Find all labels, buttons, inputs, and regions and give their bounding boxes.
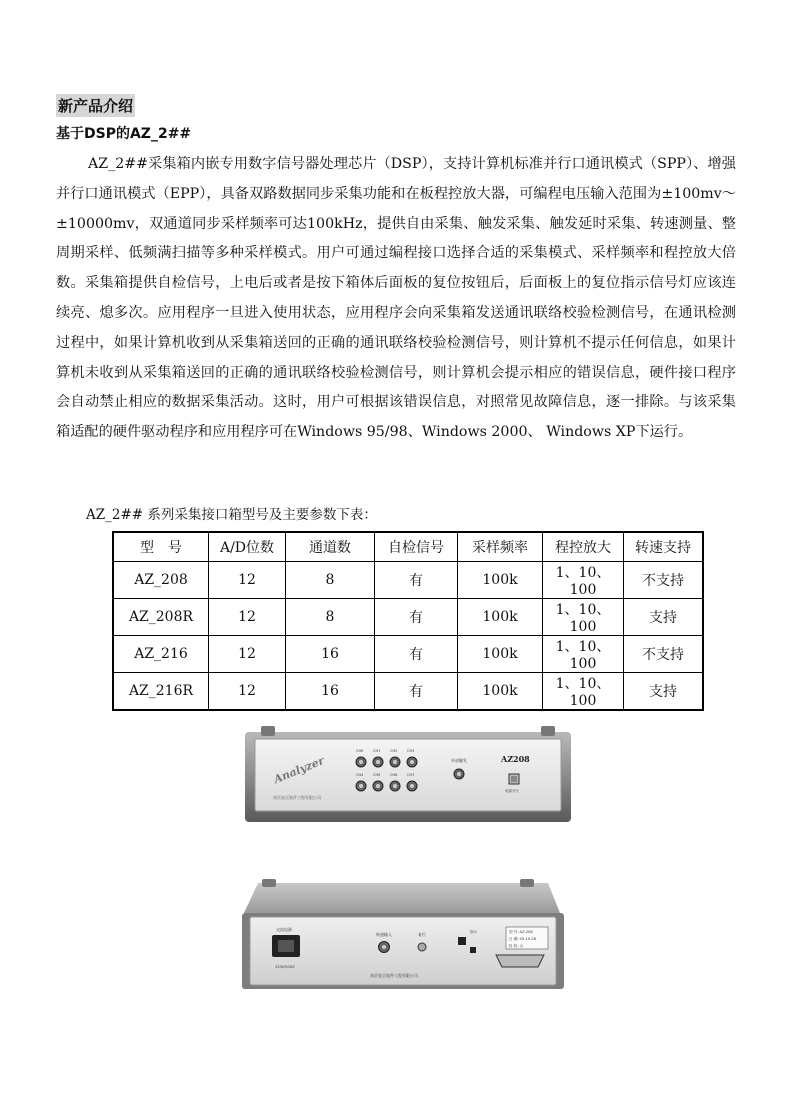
reset-label: 复位 <box>418 932 426 937</box>
front-company-label: 南京安正软件工程有限公司 <box>273 795 321 800</box>
cell-channels: 16 <box>286 673 375 711</box>
front-panel-photo <box>243 726 573 826</box>
channel-label: CH1 <box>373 749 381 753</box>
cell-gain: 1、10、100 <box>543 673 624 711</box>
channel-label: CH6 <box>390 773 398 777</box>
rear-company-label: 南京安正软件工程有限公司 <box>370 973 418 978</box>
cell-model: AZ_208R <box>113 599 209 636</box>
cell-sample-rate: 100k <box>458 562 543 599</box>
header-channels: 通道数 <box>286 532 375 562</box>
table-row <box>113 599 703 636</box>
nameplate-line: 型 号: AZ-208 <box>509 930 533 934</box>
cell-speed: 支持 <box>624 599 704 636</box>
indicator-label: 指示 <box>470 930 477 934</box>
cell-ad-bits: 12 <box>209 636 286 673</box>
header-ad-bits: A/D位数 <box>209 532 286 562</box>
cell-self-test: 有 <box>375 599 458 636</box>
channel-label: CH2 <box>390 749 398 753</box>
channel-label: CH3 <box>407 749 415 753</box>
cell-self-test: 有 <box>375 673 458 711</box>
table-row <box>113 562 703 599</box>
cell-speed: 不支持 <box>624 636 704 673</box>
cell-model: AZ_216 <box>113 636 209 673</box>
channel-label: CH5 <box>373 773 381 777</box>
voltage-label: 220V/50HZ <box>275 965 295 969</box>
cell-self-test: 有 <box>375 562 458 599</box>
case-top <box>244 883 560 913</box>
cell-ad-bits: 12 <box>209 673 286 711</box>
case-handle <box>520 879 534 887</box>
product-title: 基于DSP的AZ_2## <box>56 126 192 142</box>
reset-button <box>418 943 426 951</box>
case-handle <box>262 879 276 887</box>
table-caption: AZ_2## 系列采集接口箱型号及主要参数下表： <box>86 507 377 523</box>
rear-panel-photo <box>238 877 568 993</box>
nameplate-line: 日 期: 05-10-28 <box>509 937 536 941</box>
model-label: AZ208 <box>501 754 530 764</box>
header-self-test: 自检信号 <box>375 532 458 562</box>
table-row <box>113 673 703 711</box>
brand-logo: Analyzer <box>271 754 327 787</box>
header-speed: 转速支持 <box>624 532 704 562</box>
cell-channels: 16 <box>286 636 375 673</box>
case-handle <box>541 726 555 736</box>
cell-speed: 支持 <box>624 673 704 711</box>
power-inlet-label: 交流电源 <box>276 927 292 932</box>
speed-input-label: 转速输入 <box>376 932 392 937</box>
indicator-light <box>470 947 476 953</box>
product-description: AZ_2##采集箱内嵌专用数字信号器处理芯片（DSP），支持计算机标准并行口通讯模式（SPP）、增强并行口通讯模式（EPP），具备双路数据同步采集功能和在板程控放大器，可编程电压输入范围为±100mv～±10000mv，双通道同步采样频率可达100kHz，提供自由采集、触发采集、触发延时采集、转速测量、整周期采样、低频满扫描等多种采样模式。用户可通过编程接口选择合适的采集模式、采样频率和程控放大倍数。采集箱提供自检信号，上电后或者是按下箱体后面板的复位按钮后，后面板上的复位指示信号灯应该连续亮、熄多次。应用程序一旦进入使用状态，应用程序会向采集箱发送通讯联络校验检测信号，在通讯检测过程中，如果计算机收到从采集箱送回的正确的通讯联络校验检测信号，则计算机不提示任何信息，如果计算机未收到从采集箱送回的正确的通讯联络校验检测信号，则计算机会提示相应的错误信息，硬件接口程序会自动禁止相应的数据采集活动。这时，用户可根据该错误信息，对照常见故障信息，逐一排除。与该采集箱适配的硬件驱动程序和应用程序可在Windows 95/98、Windows 2000、 Windows XP下运行。 <box>56 156 736 441</box>
db25-connector <box>496 955 544 967</box>
cell-sample-rate: 100k <box>458 636 543 673</box>
case-handle <box>261 726 275 736</box>
table-row <box>113 636 703 673</box>
trigger-label: 外部触发 <box>451 758 467 763</box>
channel-label: CH4 <box>356 773 364 777</box>
cell-gain: 1、10、100 <box>543 562 624 599</box>
cell-channels: 8 <box>286 562 375 599</box>
table-header-row <box>113 532 703 562</box>
channel-label: CH0 <box>356 749 364 753</box>
cell-channels: 8 <box>286 599 375 636</box>
cell-sample-rate: 100k <box>458 599 543 636</box>
cell-model: AZ_216R <box>113 673 209 711</box>
section-title: 新产品介绍 <box>56 94 135 117</box>
cell-ad-bits: 12 <box>209 599 286 636</box>
spec-table <box>112 531 704 711</box>
channel-label: CH7 <box>407 773 415 777</box>
cell-gain: 1、10、100 <box>543 636 624 673</box>
header-model: 型 号 <box>113 532 209 562</box>
nameplate-line: 检 验: 合 <box>509 944 524 948</box>
power-switch-label: 电源开关 <box>505 789 519 793</box>
cell-model: AZ_208 <box>113 562 209 599</box>
header-gain: 程控放大 <box>543 532 624 562</box>
cell-sample-rate: 100k <box>458 673 543 711</box>
cell-gain: 1、10、100 <box>543 599 624 636</box>
header-sample-rate: 采样频率 <box>458 532 543 562</box>
cell-self-test: 有 <box>375 636 458 673</box>
cell-speed: 不支持 <box>624 562 704 599</box>
indicator-light <box>458 937 466 945</box>
cell-ad-bits: 12 <box>209 562 286 599</box>
